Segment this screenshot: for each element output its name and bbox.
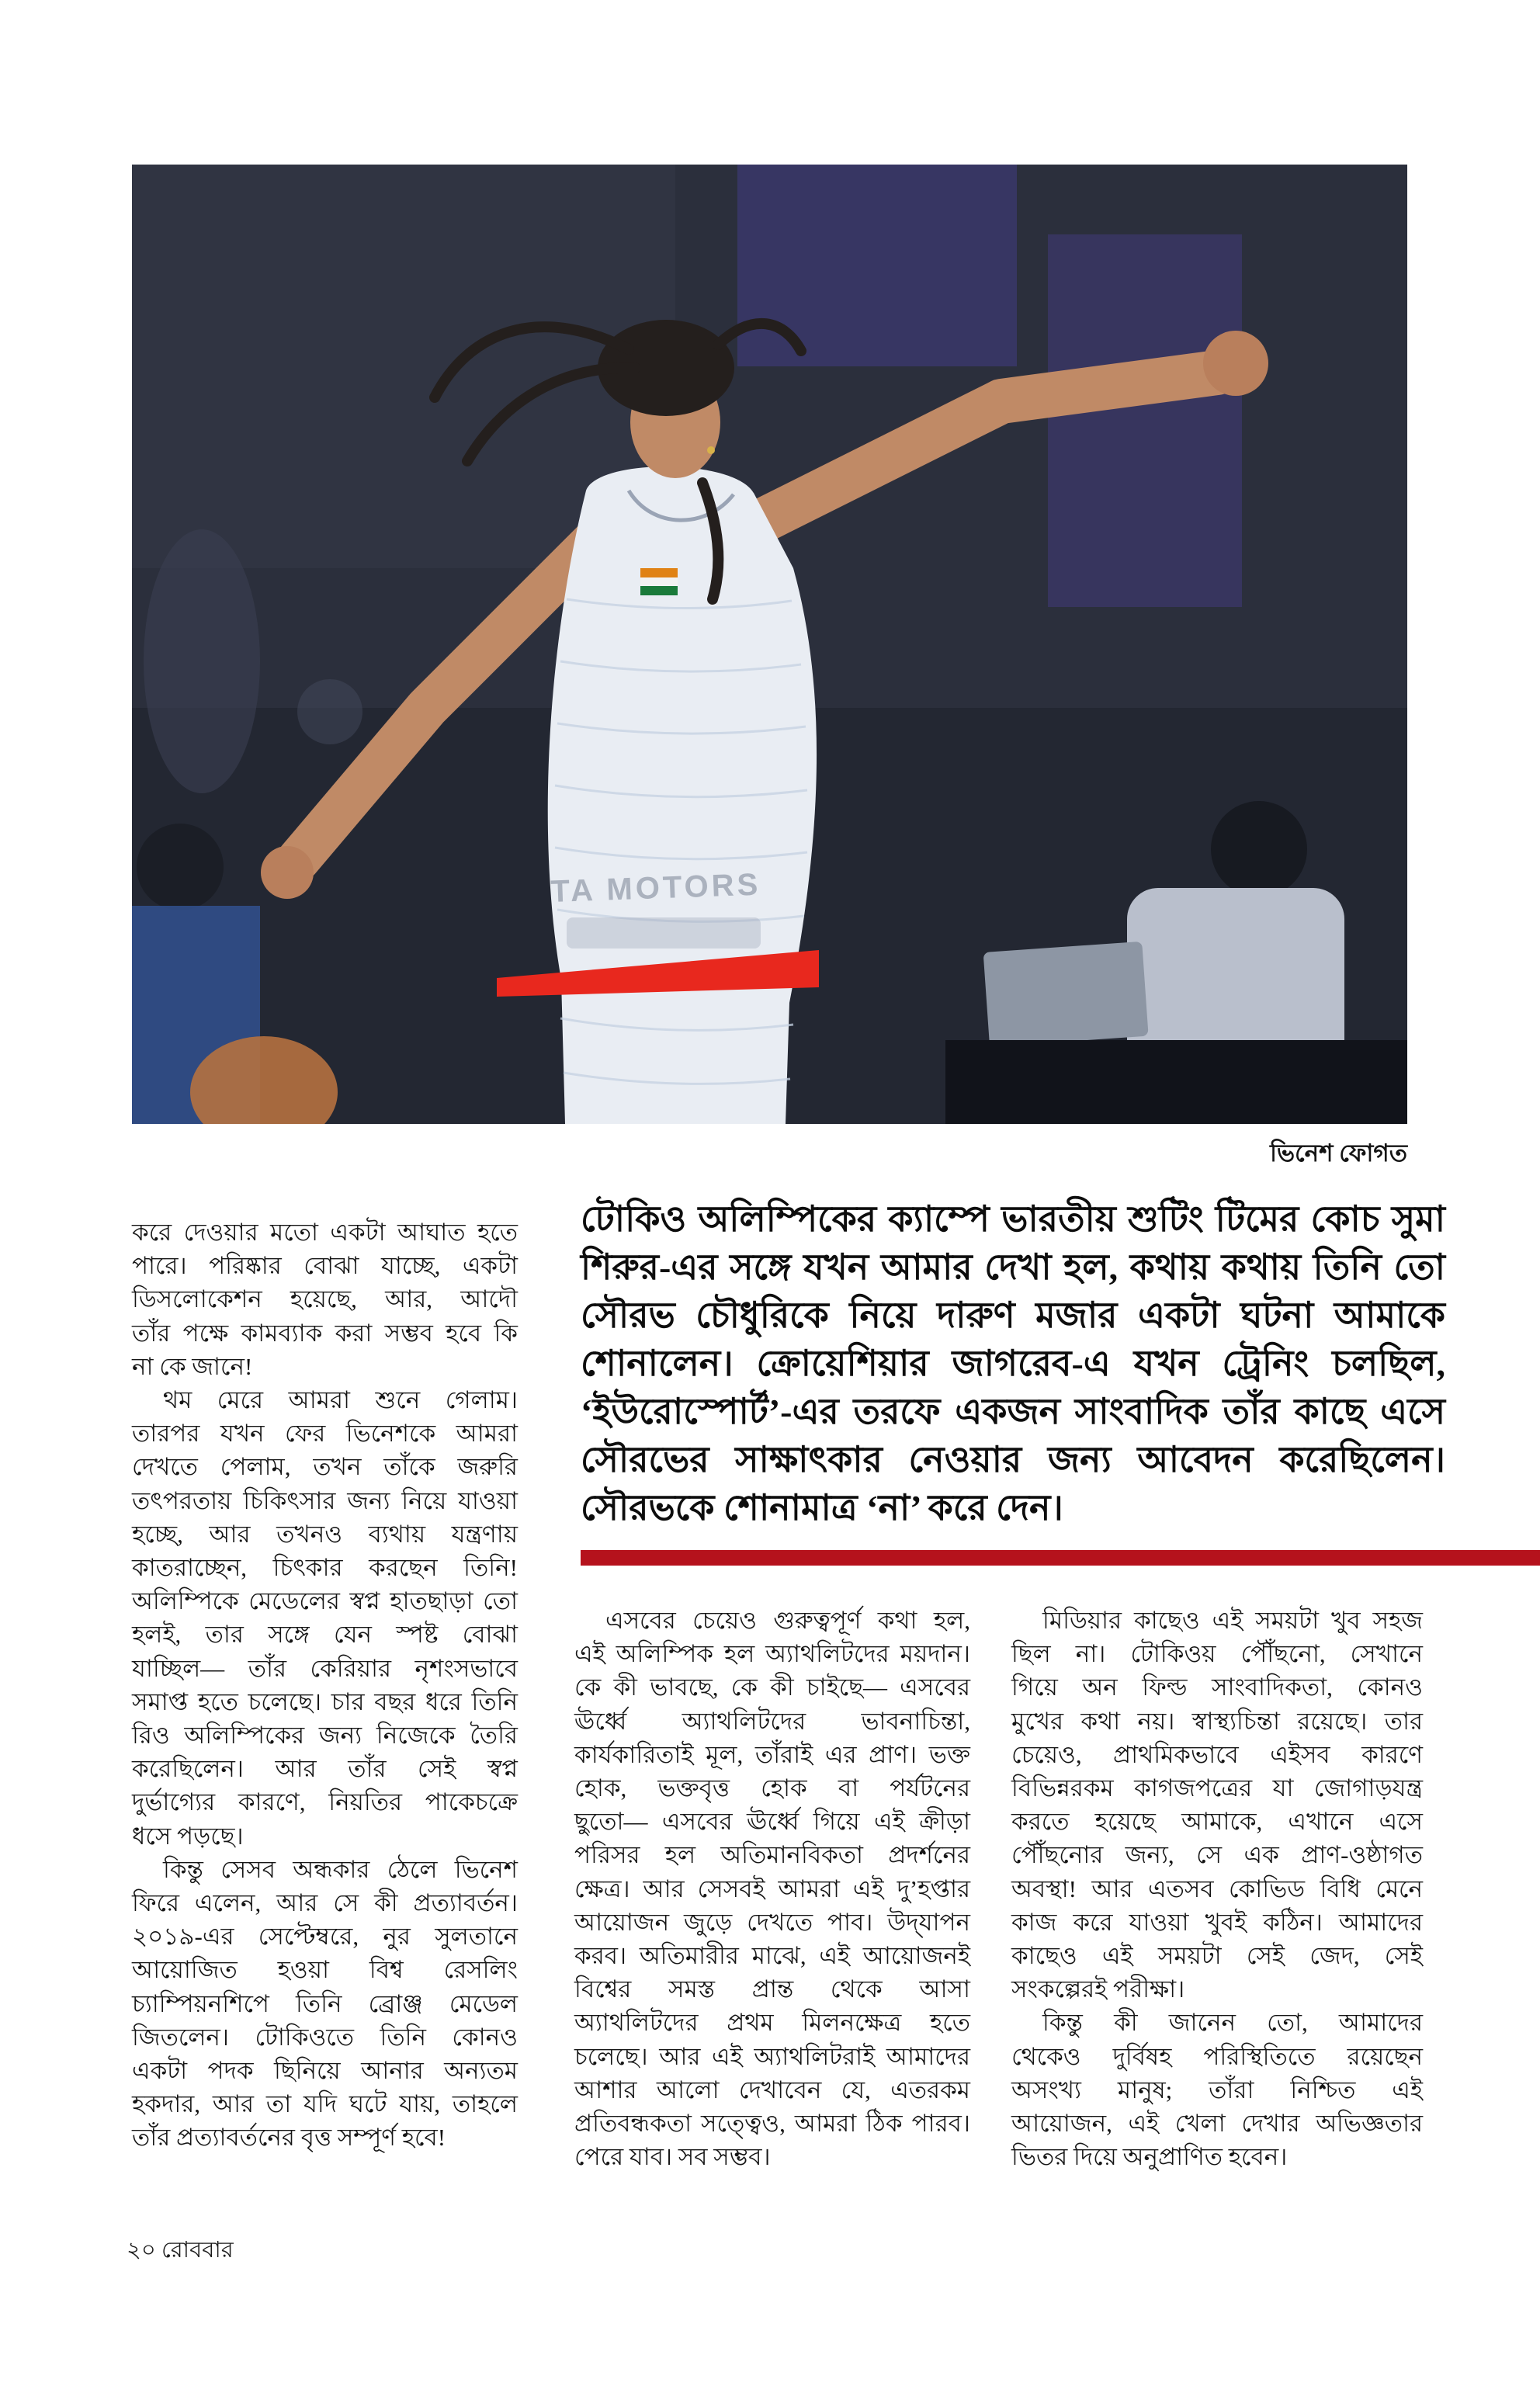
spectator-head [137, 824, 224, 910]
text-line: করেছিলেন। আর তাঁর সেই স্বপ্ন [132, 1755, 518, 1783]
text-line: একটা পদক ছিনিয়ে আনার অন্যতম [132, 2057, 518, 2085]
text-line: টোকিও অলিম্পিকের ক্যাম্পে ভারতীয় শুটিং টিমের কোচ সুমা [581, 1199, 1445, 1239]
text-line: অ্যাথলিটদের প্রথম মিলনক্ষেত্র হতে [574, 2009, 970, 2037]
text-line: হলই, তার সঙ্গে যেন স্পষ্ট বোঝা [132, 1621, 518, 1649]
text-line: সৌরভের সাক্ষাৎকার নেওয়ার জন্য আবেদন করেছিলেন। [581, 1440, 1445, 1479]
wrestler-fist [1203, 331, 1268, 396]
text-line: শোনালেন। ক্রোয়েশিয়ার জাগরেব-এ যখন ট্রেনিং চলছিল, [581, 1344, 1445, 1383]
singlet-sponsor-text: TA MOTORS [550, 867, 761, 909]
text-line: ধসে পড়ছে। [132, 1822, 244, 1850]
text-line: অলিম্পিকে মেডেলের স্বপ্ন হাতছাড়া তো [132, 1587, 518, 1615]
text-line: করব। অতিমারীর মাঝে, এই আয়োজনই [574, 1942, 970, 1970]
india-flag-badge [640, 568, 678, 595]
text-line: আয়োজন, এই খেলা দেখার অভিজ্ঞতার [1011, 2110, 1423, 2138]
lede-paragraph [581, 1195, 1445, 1532]
wrestler-photo-illustration [132, 165, 1407, 1124]
text-line: কার্যকারিতাই মূল, তাঁরাই এর প্রাণ। ভক্ত [574, 1740, 970, 1768]
text-line: ছুতো— এসবের ঊর্ধ্বে গিয়ে এই ক্রীড়া [574, 1808, 970, 1836]
text-line: রিও অলিম্পিকের জন্য নিজেকে তৈরি [132, 1722, 518, 1750]
text-line: ছিল না। টোকিওয় পৌঁছনো, সেখানে [1011, 1640, 1423, 1668]
text-line: কে কী ভাবছে, কে কী চাইছে— এসবের [574, 1673, 970, 1701]
text-line: কাজ করে যাওয়া খুবই কঠিন। আমাদের [1011, 1908, 1423, 1936]
text-line: দেখতে পেলাম, তখন তাঁকে জরুরি [132, 1453, 518, 1481]
text-line: কাছেও এই সময়টা সেই জেদ, সেই [1011, 1942, 1423, 1970]
text-line: যাচ্ছিল— তাঁর কেরিয়ার নৃশংসভাবে [132, 1654, 518, 1682]
text-line: আয়োজিত হওয়া বিশ্ব রেসলিং [132, 1956, 518, 1984]
text-line: ঊর্ধ্বে অ্যাথলিটদের ভাবনাচিন্তা, [574, 1707, 970, 1735]
text-line: জিতলেন। টোকিওতে তিনি কোনও [132, 2023, 518, 2051]
text-line: শিরুর-এর সঙ্গে যখন আমার দেখা হল, কথায় কথায় তিনি তো [581, 1247, 1445, 1287]
text-line: চলেছে। আর এই অ্যাথলিটরাই আমাদের [574, 2042, 970, 2070]
text-line: চেয়েও, প্রাথমিকভাবে এইসব কারণে [1011, 1740, 1423, 1768]
text-line: করে দেওয়ার মতো একটা আঘাত হতে [132, 1219, 518, 1246]
text-line: পৌঁছনোর জন্য, সে এক প্রাণ-ওষ্ঠাগত [1011, 1841, 1423, 1869]
text-line: গিয়ে অন ফিল্ড সাংবাদিকতা, কোনও [1011, 1673, 1423, 1701]
text-line: থেকেও দুর্বিষহ পরিস্থিতিতে রয়েছেন [1011, 2042, 1423, 2070]
body-column-left [132, 1216, 518, 2155]
text-line: সৌরভকে শোনামাত্র ‘না’ করে দেন। [581, 1488, 1063, 1528]
text-line: কিন্তু কী জানেন তো, আমাদের [1042, 2009, 1423, 2037]
text-line: মিডিয়ার কাছেও এই সময়টা খুব সহজ [1042, 1607, 1423, 1634]
text-line: আয়োজন জুড়ে দেখতে পাব। উদ্‌যাপন [574, 1908, 970, 1936]
text-line: তাঁর প্রত্যাবর্তনের বৃত্ত সম্পূর্ণ হবে! [132, 2124, 446, 2152]
desk [945, 1040, 1407, 1124]
text-line: এসবের চেয়েও গুরুত্বপূর্ণ কথা হল, [605, 1607, 970, 1634]
text-line: হচ্ছে, আর তখনও ব্যথায় যন্ত্রণায় [132, 1520, 518, 1548]
text-line: হকদার, আর তা যদি ঘটে যায়, তাহলে [132, 2090, 518, 2118]
text-line: কিন্তু সেসব অন্ধকার ঠেলে ভিনেশ [163, 1855, 518, 1883]
text-line: বিভিন্নরকম কাগজপত্রের যা জোগাড়যন্ত্র [1011, 1774, 1423, 1802]
text-line: বিশ্বের সমস্ত প্রান্ত থেকে আসা [574, 1975, 970, 2003]
photo-caption: ভিনেশ ফোগত [1270, 1139, 1407, 1167]
text-line: পেরে যাব। সব সম্ভব। [574, 2143, 771, 2171]
text-line: প্রতিবন্ধকতা সত্ত্বেও, আমরা ঠিক পারব। [574, 2110, 970, 2138]
text-line: ফিরে এলেন, আর সে কী প্রত্যাবর্তন। [132, 1889, 518, 1917]
red-rule [581, 1550, 1540, 1566]
background-figure [144, 529, 260, 793]
text-line: পরিসর হল অতিমানবিকতা প্রদর্শনের [574, 1841, 970, 1869]
arena-glow-right [1048, 234, 1242, 607]
text-line: ভিতর দিয়ে অনুপ্রাণিত হবেন। [1011, 2143, 1288, 2171]
text-line: এই অলিম্পিক হল অ্যাথলিটদের ময়দান। [574, 1640, 970, 1668]
text-line: তৎপরতায় চিকিৎসার জন্য নিয়ে যাওয়া [132, 1486, 518, 1514]
text-line: দুর্ভাগ্যের কারণে, নিয়তির পাকেচক্রে [132, 1788, 518, 1816]
text-line: ২০১৯-এর সেপ্টেম্বরে, নুর সুলতানে [132, 1923, 518, 1951]
text-line: পারে। পরিষ্কার বোঝা যাচ্ছে, একটা [132, 1252, 518, 1280]
text-line: মুখের কথা নয়। স্বাস্থ্যচিন্তা রয়েছে। তার [1011, 1707, 1423, 1735]
text-line: না কে জানে! [132, 1352, 253, 1380]
text-line: ডিসলোকেশন হয়েছে, আর, আদৌ [132, 1285, 518, 1313]
text-line: থম মেরে আমরা শুনে গেলাম। [163, 1386, 518, 1414]
text-line: সৌরভ চৌধুরিকে নিয়ে দারুণ মজার একটা ঘটনা আমাকে [581, 1295, 1445, 1335]
text-line: আশার আলো দেখাবেন যে, এতরকম [574, 2076, 970, 2103]
wrestler-hand [261, 846, 314, 899]
body-column-middle [574, 1604, 970, 2173]
text-line: অসংখ্য মানুষ; তাঁরা নিশ্চিত এই [1011, 2076, 1423, 2103]
page-number-footer: ২০ রোববার [127, 2238, 234, 2263]
spectator-head [1211, 801, 1307, 897]
arena-glow-top [737, 165, 1017, 366]
article-photo [132, 165, 1407, 1124]
text-line: সমাপ্ত হতে চলেছে। চার বছর ধরে তিনি [132, 1687, 518, 1715]
text-line: ‘ইউরোস্পোর্ট’-এর তরফে একজন সাংবাদিক তাঁর কাছে এসে [581, 1392, 1445, 1431]
text-line: করতে হয়েছে আমাকে, এখানে এসে [1011, 1808, 1423, 1836]
singlet-sponsor-blur [567, 917, 761, 949]
laptop [983, 942, 1149, 1047]
body-column-right [1011, 1604, 1423, 2173]
text-line: অবস্থা! আর এতসব কোভিড বিধি মেনে [1011, 1875, 1423, 1902]
text-line: তাঁর পক্ষে কামব্যাক করা সম্ভব হবে কি [132, 1319, 518, 1347]
text-line: হোক, ভক্তবৃত্ত হোক বা পর্যটনের [574, 1774, 970, 1802]
text-line: তারপর যখন ফের ভিনেশকে আমরা [132, 1420, 518, 1448]
text-line: ক্ষেত্র। আর সেসবই আমরা এই দু’হপ্তার [574, 1875, 970, 1902]
text-line: কাতরাচ্ছেন, চিৎকার করছেন তিনি! [132, 1554, 518, 1582]
earring [707, 446, 715, 454]
background-figure [297, 679, 362, 744]
text-line: সংকল্পেরই পরীক্ষা। [1011, 1975, 1185, 2003]
text-line: চ্যাম্পিয়নশিপে তিনি ব্রোঞ্জ মেডেল [132, 1989, 518, 2017]
